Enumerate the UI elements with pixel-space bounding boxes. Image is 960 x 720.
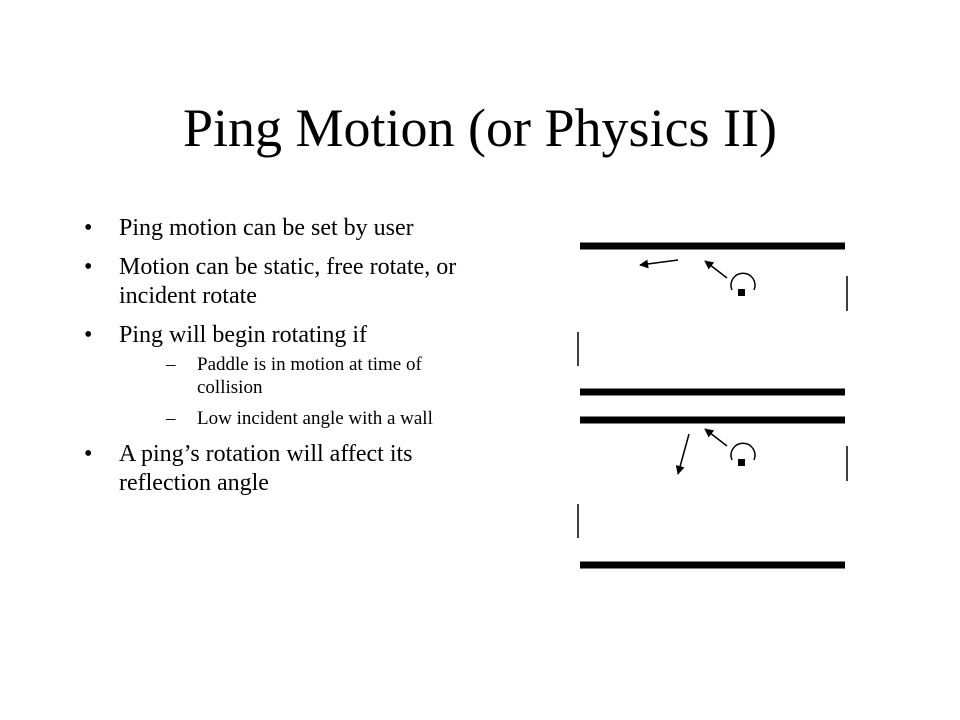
reflected-arrow [640,260,678,265]
dash-icon: – [166,408,176,429]
bullet-icon: • [84,441,93,467]
ping-square [738,459,745,466]
bullet-text: Ping motion can be set by user [119,215,414,241]
bullet-text: A ping’s rotation will affect its reflection angle [119,441,413,496]
lower-panel [578,420,847,565]
bullet-item [84,214,464,243]
bullet-item [84,321,464,430]
rotation-arc-icon [731,273,755,290]
ping-square [738,289,745,296]
upper-panel [578,246,847,392]
sub-bullet-item [119,407,464,430]
reflected-arrow [678,434,689,474]
dash-icon: – [166,354,176,375]
bullet-text: Motion can be static, free rotate, or incident rotate [119,254,457,309]
bullet-text: Ping will begin rotating if [119,322,367,348]
incoming-arrow [705,429,727,446]
rotation-arc-icon [731,443,755,460]
incoming-arrow [705,261,727,278]
sub-bullet-text: Low incident angle with a wall [197,408,433,429]
bullet-icon: • [84,322,93,348]
slide-title: Ping Motion (or Physics II) [183,98,777,158]
ping-reflection-diagram [560,228,860,588]
bullet-icon: • [84,254,93,280]
bullet-icon: • [84,215,93,241]
bullet-item [84,253,464,311]
sub-bullet-text: Paddle is in motion at time of collision [197,354,422,398]
sub-bullet-item [119,353,464,399]
bullet-list [84,214,464,508]
bullet-item [84,440,464,498]
